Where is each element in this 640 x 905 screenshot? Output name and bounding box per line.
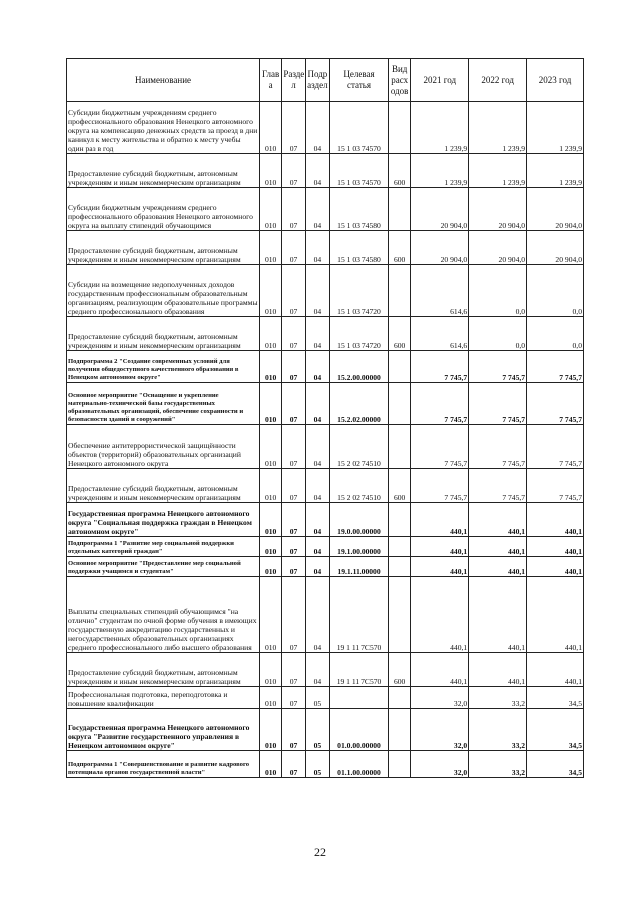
table-row [67,537,584,557]
row-2023: 1 239,9 [527,102,584,154]
row-2022: 440,1 [469,503,527,537]
row-2021: 20 904,0 [411,188,469,231]
row-type: 600 [388,231,410,265]
row-2023: 440,1 [527,537,584,557]
row-target: 15 1 03 74720 [330,265,389,317]
row-2023: 440,1 [527,653,584,687]
row-chapter: 010 [259,102,281,154]
row-subsection: 04 [305,557,329,577]
row-subsection: 04 [305,503,329,537]
row-subsection: 04 [305,351,329,383]
row-2021: 440,1 [411,537,469,557]
row-2021: 614,6 [411,317,469,351]
row-chapter: 010 [259,503,281,537]
table-row [67,709,584,751]
row-2022: 7 745,7 [469,383,527,425]
row-target: 01.1.00.00000 [330,751,389,778]
row-chapter: 010 [259,537,281,557]
row-2021: 1 239,9 [411,154,469,188]
row-name: Предоставление субсидий бюджетным, автономным учреждениям и иным некоммерческим организациям [67,231,260,265]
row-name: Выплаты специальных стипендий обучающимся "на отлично" студентам по очной форме обучения в имеющих государственную аккредитацию государственных и негосударственных образовательных организациях среднего профессионального либо высшего образования [67,577,260,653]
row-2022: 33,2 [469,751,527,778]
row-chapter: 010 [259,231,281,265]
row-type [388,577,410,653]
table-row [67,653,584,687]
row-2023: 440,1 [527,503,584,537]
row-subsection: 04 [305,537,329,557]
row-name: Предоставление субсидий бюджетным, автономным учреждениям и иным некоммерческим организациям [67,154,260,188]
row-2021: 7 745,7 [411,383,469,425]
row-chapter: 010 [259,687,281,709]
row-2021: 440,1 [411,653,469,687]
row-2023: 7 745,7 [527,351,584,383]
row-target: 19 1 11 7С570 [330,577,389,653]
row-subsection: 04 [305,425,329,469]
row-section: 07 [282,102,305,154]
row-section: 07 [282,557,305,577]
row-section: 07 [282,469,305,503]
table-body [67,102,584,778]
row-type: 600 [388,154,410,188]
table-row [67,425,584,469]
row-chapter: 010 [259,351,281,383]
row-section: 07 [282,383,305,425]
row-target: 19 1 11 7С570 [330,653,389,687]
row-subsection: 05 [305,709,329,751]
row-target: 15.2.02.00000 [330,383,389,425]
row-2022: 20 904,0 [469,231,527,265]
row-chapter: 010 [259,653,281,687]
row-2023: 0,0 [527,317,584,351]
row-target [330,687,389,709]
table-row [67,351,584,383]
row-name: Предоставление субсидий бюджетным, автономным учреждениям и иным некоммерческим организациям [67,317,260,351]
row-chapter: 010 [259,317,281,351]
row-target: 19.0.00.00000 [330,503,389,537]
row-2022: 0,0 [469,265,527,317]
row-chapter: 010 [259,709,281,751]
row-name: Субсидии бюджетным учреждениям среднего профессионального образования Ненецкого автономного округа на компенсацию денежных средств за проезд в дни каникул к месту жительства и обратно к месту учебы один раз в год [67,102,260,154]
row-target: 01.0.00.00000 [330,709,389,751]
row-section: 07 [282,537,305,557]
row-2023: 7 745,7 [527,425,584,469]
row-subsection: 04 [305,154,329,188]
row-section: 07 [282,653,305,687]
row-name: Государственная программа Ненецкого автономного округа "Развитие государственного управления в Ненецком автономном округе" [67,709,260,751]
row-type [388,102,410,154]
row-type [388,687,410,709]
header-type: Вид расх одов [388,59,410,102]
row-2022: 33,2 [469,709,527,751]
row-name: Предоставление субсидий бюджетным, автономным учреждениям и иным некоммерческим организациям [67,653,260,687]
page-number: 22 [314,845,326,859]
row-name: Профессиональная подготовка, переподготовка и повышение квалификации [67,687,260,709]
row-chapter: 010 [259,265,281,317]
row-section: 07 [282,351,305,383]
row-chapter: 010 [259,425,281,469]
row-type [388,557,410,577]
header-2023: 2023 год [527,59,584,102]
row-section: 07 [282,425,305,469]
row-2023: 440,1 [527,577,584,653]
row-section: 07 [282,265,305,317]
row-section: 07 [282,751,305,778]
row-chapter: 010 [259,751,281,778]
row-2021: 440,1 [411,503,469,537]
row-name: Субсидии на возмещение недополученных доходов государственным профессиональным образовательным организациям, реализующим образовательные программы среднего профессионального образования [67,265,260,317]
row-2022: 440,1 [469,577,527,653]
row-2023: 34,5 [527,687,584,709]
row-chapter: 010 [259,383,281,425]
row-2021: 614,6 [411,265,469,317]
row-name: Основное мероприятие "Предоставление мер социальной поддержки учащимся и студентам" [67,557,260,577]
row-subsection: 04 [305,383,329,425]
row-target: 19.1.00.00000 [330,537,389,557]
table-row [67,557,584,577]
row-2021: 1 239,9 [411,102,469,154]
row-type [388,709,410,751]
row-2021: 32,0 [411,751,469,778]
table-row [67,503,584,537]
row-name: Субсидии бюджетным учреждениям среднего профессионального образования Ненецкого автономного округа на выплату стипендий обучающимся [67,188,260,231]
header-target: Целевая статья [330,59,389,102]
row-2022: 7 745,7 [469,351,527,383]
row-section: 07 [282,503,305,537]
row-chapter: 010 [259,577,281,653]
row-type [388,188,410,231]
table-row [67,469,584,503]
header-chapter: Глав а [259,59,281,102]
table-row [67,383,584,425]
row-target: 15 1 03 74580 [330,231,389,265]
row-2021: 20 904,0 [411,231,469,265]
row-subsection: 04 [305,653,329,687]
budget-table [66,58,584,778]
row-2021: 7 745,7 [411,469,469,503]
row-2023: 20 904,0 [527,231,584,265]
row-type: 600 [388,317,410,351]
row-subsection: 05 [305,751,329,778]
row-subsection: 04 [305,102,329,154]
row-subsection: 05 [305,687,329,709]
row-section: 07 [282,188,305,231]
row-2022: 7 745,7 [469,425,527,469]
row-2022: 1 239,9 [469,154,527,188]
row-2023: 7 745,7 [527,469,584,503]
table-row [67,577,584,653]
table-header-row [67,59,584,102]
row-subsection: 04 [305,577,329,653]
row-target: 15 1 03 74570 [330,102,389,154]
row-section: 07 [282,231,305,265]
row-type: 600 [388,469,410,503]
row-2022: 1 239,9 [469,102,527,154]
row-section: 07 [282,317,305,351]
row-type [388,503,410,537]
row-subsection: 04 [305,265,329,317]
row-2023: 7 745,7 [527,383,584,425]
row-subsection: 04 [305,469,329,503]
row-type [388,537,410,557]
table-row [67,102,584,154]
table-row [67,317,584,351]
table-row [67,751,584,778]
row-2021: 7 745,7 [411,425,469,469]
row-name: Подпрограмма 1 "Развитие мер социальной поддержки отдельных категорий граждан" [67,537,260,557]
row-type [388,265,410,317]
row-chapter: 010 [259,154,281,188]
row-2021: 32,0 [411,709,469,751]
row-target: 15 1 03 74580 [330,188,389,231]
row-target: 15 2 02 74510 [330,425,389,469]
header-2021: 2021 год [411,59,469,102]
header-section: Разде л [282,59,305,102]
row-2022: 33,2 [469,687,527,709]
row-subsection: 04 [305,317,329,351]
header-subsection: Подр аздел [305,59,329,102]
table-row [67,687,584,709]
row-target: 15 1 03 74570 [330,154,389,188]
row-section: 07 [282,709,305,751]
row-2021: 7 745,7 [411,351,469,383]
row-type [388,351,410,383]
row-2022: 440,1 [469,537,527,557]
table-row [67,265,584,317]
row-2023: 20 904,0 [527,188,584,231]
row-target: 19.1.11.00000 [330,557,389,577]
row-2023: 1 239,9 [527,154,584,188]
row-chapter: 010 [259,469,281,503]
row-target: 15 1 03 74720 [330,317,389,351]
row-type [388,383,410,425]
row-2023: 34,5 [527,709,584,751]
row-2021: 440,1 [411,557,469,577]
table-row [67,188,584,231]
row-2022: 0,0 [469,317,527,351]
row-target: 15 2 02 74510 [330,469,389,503]
row-2022: 7 745,7 [469,469,527,503]
row-type [388,751,410,778]
row-2022: 20 904,0 [469,188,527,231]
row-2023: 440,1 [527,557,584,577]
row-2021: 440,1 [411,577,469,653]
row-subsection: 04 [305,188,329,231]
row-2022: 440,1 [469,653,527,687]
table-row [67,231,584,265]
row-type: 600 [388,653,410,687]
row-2023: 34,5 [527,751,584,778]
row-2022: 440,1 [469,557,527,577]
row-2023: 0,0 [527,265,584,317]
header-2022: 2022 год [469,59,527,102]
table-row [67,154,584,188]
row-name: Государственная программа Ненецкого автономного округа "Социальная поддержка граждан в Ненецком автономном округе" [67,503,260,537]
row-chapter: 010 [259,188,281,231]
row-type [388,425,410,469]
row-section: 07 [282,687,305,709]
row-subsection: 04 [305,231,329,265]
header-name: Наименование [67,59,260,102]
row-2021: 32,0 [411,687,469,709]
row-section: 07 [282,154,305,188]
row-name: Основное мероприятие "Оснащение и укрепление материально-технической базы государственных образовательных организаций, обеспечение сохранности и безопасности зданий и сооружений" [67,383,260,425]
row-chapter: 010 [259,557,281,577]
row-target: 15.2.00.00000 [330,351,389,383]
row-name: Предоставление субсидий бюджетным, автономным учреждениям и иным некоммерческим организациям [67,469,260,503]
row-name: Подпрограмма 1 "Совершенствование и развитие кадрового потенциала органов государственной власти" [67,751,260,778]
row-name: Обеспечение антитеррористической защищённости объектов (территорий) образовательных организаций Ненецкого автономного округа [67,425,260,469]
row-section: 07 [282,577,305,653]
row-name: Подпрограмма 2 "Создание современных условий для получения общедоступного качественного образования в Ненецком автономном округе" [67,351,260,383]
